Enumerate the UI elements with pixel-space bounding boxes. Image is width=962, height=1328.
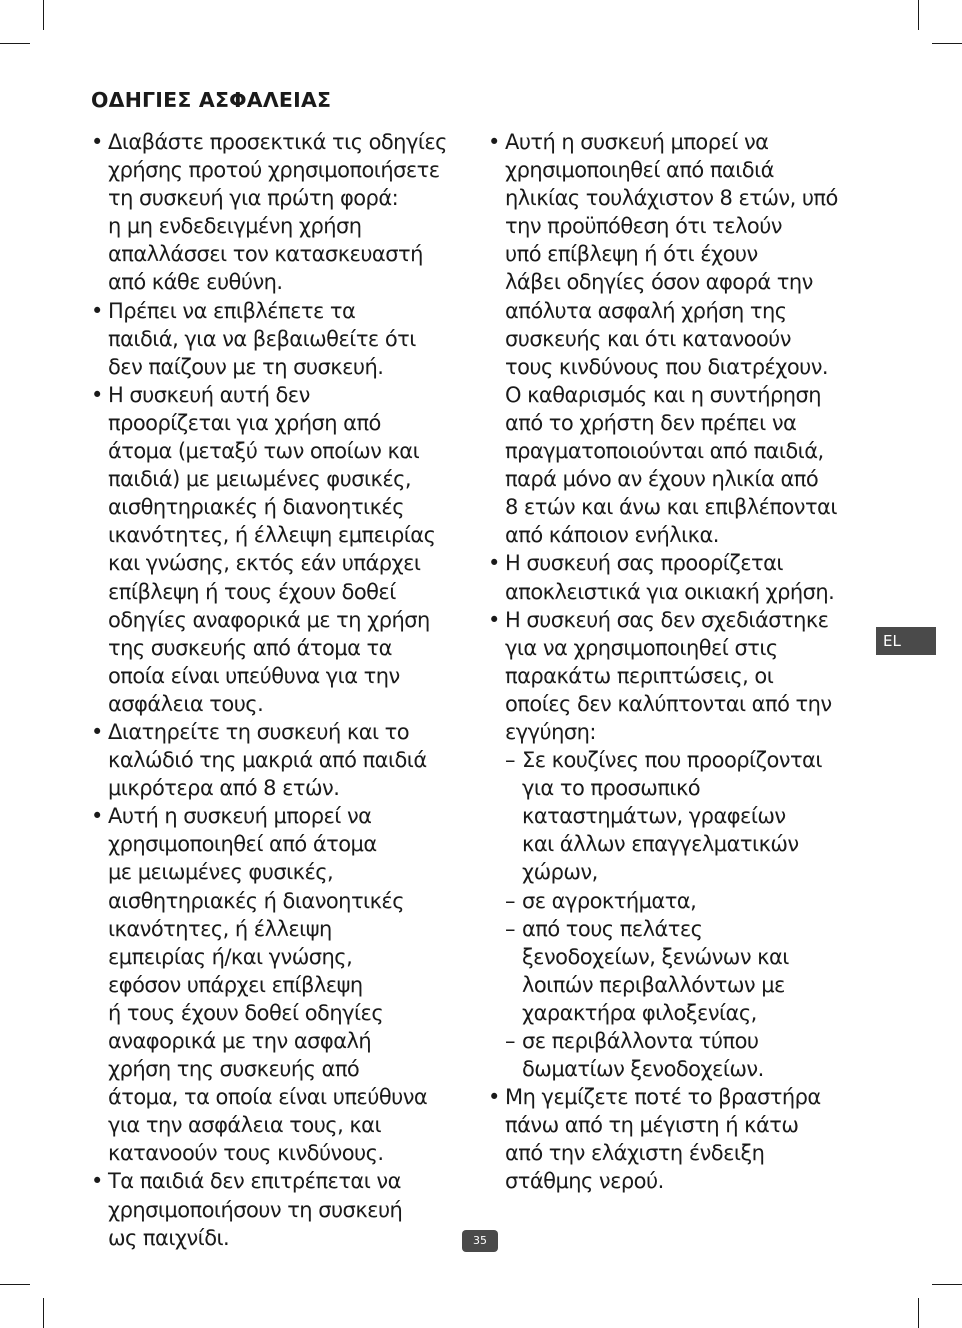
item-text-line: λάβει οδηγίες όσον αφορά την [505, 270, 813, 295]
item-text-line: συσκευής και ότι κατανοούν [505, 326, 791, 351]
item-text-line: απόλυτα ασφαλή χρήση της [505, 298, 787, 323]
item-text-line: ηλικίας τουλάχιστον 8 ετών, υπό [505, 186, 838, 211]
bullet-item [488, 606, 868, 746]
item-text-line: δεν παίζουν με τη συσκευή. [108, 354, 384, 379]
item-text-line: Μη γεμίζετε ποτέ το βραστήρα [505, 1085, 821, 1110]
item-text-line: Πρέπει να επιβλέπετε τα [108, 298, 356, 323]
bullet-item [488, 549, 868, 605]
item-text-line: παρακάτω περιπτώσεις, οι [505, 663, 774, 688]
item-text-line: παρά μόνο αν έχουν ηλικία από [505, 467, 819, 492]
item-text-line: εμπειρίας ή/και γνώσης, [108, 944, 353, 969]
item-text-line: πραγματοποιούνται από παιδιά, [505, 439, 824, 464]
sub-item-text-line: χώρων, [522, 860, 598, 885]
item-text-line: αισθητηριακές ή διανοητικές [108, 495, 404, 520]
item-text-line: οποία είναι υπεύθυνα για την [108, 663, 400, 688]
item-text-line: χρησιμοποιήσουν τη συσκευή [108, 1197, 403, 1222]
section-title: ΟΔΗΓΙΕΣ ΑΣΦΑΛΕΙΑΣ [91, 88, 332, 112]
item-text-line: και γνώσης, εκτός εάν υπάρχει [108, 551, 421, 576]
dash-marker: – [505, 1029, 515, 1053]
item-text-line: για την ασφάλεια τους, και [108, 1113, 382, 1138]
crop-mark [918, 0, 919, 30]
item-text-line: παιδιά) με μειωμένες φυσικές, [108, 467, 412, 492]
item-text-line: από κάποιον ενήλικα. [505, 523, 719, 548]
item-text-line: από το χρήστη δεν πρέπει να [505, 410, 797, 435]
item-text-line: τους κινδύνους που διατρέχουν. [505, 354, 829, 379]
item-text-line: Διαβάστε προσεκτικά τις οδηγίες [108, 130, 447, 154]
bullet-item [91, 802, 471, 1167]
page-number: 35 [462, 1230, 498, 1252]
item-text-line: πάνω από τη μέγιστη ή κάτω [505, 1113, 799, 1138]
item-text-line: χρησιμοποιηθεί από άτομα [108, 832, 377, 857]
bullet-marker: • [488, 551, 500, 576]
item-text-line: προορίζεται για χρήση από [108, 410, 381, 435]
item-text-line: με μειωμένες φυσικές, [108, 860, 334, 885]
sub-item-text-line: και άλλων επαγγελματικών [522, 832, 799, 857]
sub-item-text-line: από τους πελάτες [522, 916, 703, 941]
bullet-item [91, 381, 471, 718]
item-text-line: αποκλειστικά για οικιακή χρήση. [505, 579, 835, 604]
item-text-line: Η συσκευή σας δεν σχεδιάστηκε [505, 607, 829, 632]
item-text-line: χρήσης προτού χρησιμοποιήσετε [108, 158, 440, 183]
sub-item-text-line: χαρακτήρα φιλοξενίας, [522, 1000, 757, 1025]
item-text-line: ικανότητες, ή έλλειψη [108, 916, 332, 941]
item-text-line: υπό επίβλεψη ή ότι έχουν [505, 242, 758, 267]
item-text-line: άτομα (μεταξύ των οποίων και [108, 439, 420, 464]
crop-mark [43, 0, 44, 30]
item-text-line: Η συσκευή αυτή δεν [108, 382, 310, 407]
bullet-marker: • [91, 719, 103, 744]
item-text-line: επίβλεψη ή τους έχουν δοθεί [108, 579, 396, 604]
sub-item-text-line: σε περιβάλλοντα τύπου [522, 1029, 759, 1053]
item-text-line: Αυτή η συσκευή μπορεί να [108, 804, 372, 829]
item-text-line: της συσκευής από άτομα τα [108, 635, 392, 660]
sub-item-text-line: Σε κουζίνες που προορίζονται [522, 748, 822, 773]
bullet-marker: • [488, 130, 500, 154]
bullet-marker: • [91, 1169, 103, 1194]
dash-marker: – [505, 916, 515, 941]
bullet-item [91, 297, 471, 381]
bullet-item [91, 128, 471, 297]
bullet-item [488, 1083, 868, 1195]
item-text-line: άτομα, τα οποία είναι υπεύθυνα [108, 1085, 428, 1110]
sub-item-text-line: ξενοδοχείων, ξενώνων και [522, 944, 789, 969]
item-text-line: Η συσκευή σας προορίζεται [505, 551, 783, 576]
item-text-line: αναφορικά με την ασφαλή [108, 1029, 372, 1053]
dash-marker: – [505, 748, 515, 773]
crop-mark [43, 1298, 44, 1328]
item-text-line: ως παιχνίδι. [108, 1225, 230, 1250]
item-text-line: η μη ενδεδειγμένη χρήση [108, 214, 362, 239]
crop-mark [0, 1284, 30, 1285]
right-column [488, 128, 868, 1196]
item-text-line: Τα παιδιά δεν επιτρέπεται να [108, 1169, 401, 1194]
crop-mark [0, 43, 30, 44]
item-text-line: χρήση της συσκευής από [108, 1057, 360, 1082]
item-text-line: Ο καθαρισμός και η συντήρηση [505, 382, 822, 407]
bullet-item [91, 718, 471, 802]
sub-item-text-line: καταστημάτων, γραφείων [522, 804, 786, 829]
item-text-line: οποίες δεν καλύπτονται από την [505, 691, 832, 716]
item-text-line: χρησιμοποιηθεί από παιδιά [505, 158, 774, 183]
item-text-line: καλώδιό της μακριά από παιδιά [108, 748, 427, 773]
left-column [91, 128, 471, 1252]
item-text-line: για να χρησιμοποιηθεί στις [505, 635, 778, 660]
sub-item-text-line: για το προσωπικό [522, 776, 701, 801]
crop-mark [918, 1298, 919, 1328]
item-text-line: εγγύηση: [505, 719, 596, 744]
sub-item-text-line: δωματίων ξενοδοχείων. [522, 1057, 764, 1082]
bullet-item [91, 1167, 471, 1251]
sub-item [488, 746, 868, 886]
language-tab: EL [876, 627, 936, 655]
item-text-line: τη συσκευή για πρώτη φορά: [108, 186, 399, 211]
bullet-item [488, 128, 868, 549]
item-text-line: 8 ετών και άνω και επιβλέπονται [505, 495, 837, 520]
bullet-marker: • [91, 382, 103, 407]
item-text-line: μικρότερα από 8 ετών. [108, 776, 340, 801]
item-text-line: ασφάλεια τους. [108, 691, 264, 716]
crop-mark [932, 1284, 962, 1285]
item-text-line: οδηγίες αναφορικά με τη χρήση [108, 607, 430, 632]
bullet-marker: • [91, 130, 103, 154]
item-text-line: ή τους έχουν δοθεί οδηγίες [108, 1000, 384, 1025]
item-text-line: ικανότητες, ή έλλειψη εμπειρίας [108, 523, 436, 548]
bullet-marker: • [488, 607, 500, 632]
bullet-marker: • [91, 298, 103, 323]
bullet-marker: • [488, 1085, 500, 1110]
sub-item [488, 1027, 868, 1083]
item-text-line: από την ελάχιστη ένδειξη [505, 1141, 765, 1166]
item-text-line: Διατηρείτε τη συσκευή και το [108, 719, 410, 744]
item-text-line: Αυτή η συσκευή μπορεί να [505, 130, 769, 154]
sub-item [488, 887, 868, 915]
sub-item-text-line: σε αγροκτήματα, [522, 888, 697, 913]
item-text-line: απαλλάσσει τον κατασκευαστή [108, 242, 423, 267]
sub-item-text-line: λοιπών περιβαλλόντων με [522, 972, 785, 997]
item-text-line: από κάθε ευθύνη. [108, 270, 283, 295]
item-text-line: την προϋπόθεση ότι τελούν [505, 214, 782, 239]
item-text-line: αισθητηριακές ή διανοητικές [108, 888, 404, 913]
dash-marker: – [505, 888, 515, 913]
bullet-marker: • [91, 804, 103, 829]
sub-item [488, 915, 868, 1027]
item-text-line: στάθμης νερού. [505, 1169, 664, 1194]
item-text-line: κατανοούν τους κινδύνους. [108, 1141, 384, 1166]
item-text-line: εφόσον υπάρχει επίβλεψη [108, 972, 363, 997]
crop-mark [932, 43, 962, 44]
item-text-line: παιδιά, για να βεβαιωθείτε ότι [108, 326, 416, 351]
